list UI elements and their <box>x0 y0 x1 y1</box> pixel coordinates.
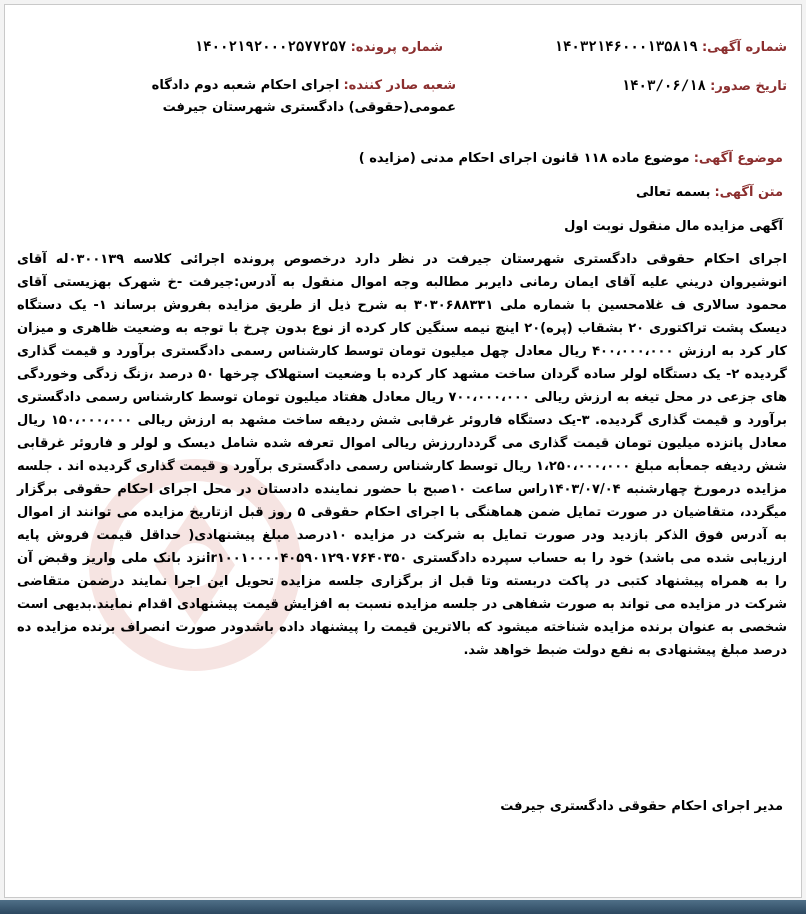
bottom-bar <box>0 900 806 914</box>
notice-opening: بسمه تعالی <box>635 185 711 200</box>
notice-number: ۱۴۰۳۲۱۴۶۰۰۰۱۳۵۸۱۹ <box>554 39 698 55</box>
notice-body-text: اجرای احکام حقوقی دادگستری شهرستان جیرفت در نظر دارد درخصوص پرونده اجرائی کلاسه ۰۳۰۰۱۳۹له آقای انوشیروان دریني علیه آقای ایمان رمانی دایربر مطالبه وجه اموال منقول به آدرس:جیرفت -خ شهرک بهزیستی آقای محمود سالاری ف غلامحسین با شماره ملی ۳۰۳۰۶۸۸۳۳۱ به شرح ذیل از طریق مزایده بفروش برساند ۱- یک دستگاه دیسک پشت تراکتوری ۲۰ بشقاب (پره)۲۰ اینچ نیمه سنگین کار کرده از نوع بدون چرخ با توجه به وضعیت ظاهری و میزان کار کرد به ارزش ۴۰۰،۰۰۰،۰۰۰ ریال معادل چهل میلیون تومان توسط کارشناس رسمی دادگستری برآورد و قیمت گذاری گردیده ۲- یک دستگاه لولر ساده گردان ساخت مشهد کار کرده با وضعیت استهلاک چرخها ۵۰ درصد ،زنگ زدگی وخوردگی های جزعی در محل تیغه به ارزش ریالی ۷۰۰،۰۰۰،۰۰۰ ریال معادل هفتاد میلیون تومان توسط کارشناس رسمی دادگستری برآورد و قیمت گذاری گردیده. ۳-یک دستگاه فاروئر غرقابی شش ردیفه ساخت مشهد به ارزش ریالی ۱۵۰،۰۰۰،۰۰۰ ریال معادل پانزده میلیون تومان قیمت گذاری می گردداررزش ریالی اموال تعرفه شده شامل دیسک و لولر و فاروئر غرقابی شش ردیفه جمعأبه مبلغ ۱،۲۵۰،۰۰۰،۰۰۰ ریال توسط کارشناس رسمی دادگستری برآورد و قیمت گذاری گردیده اند . جلسه مزایده درمورخ چهارشنبه ۱۴۰۳/۰۷/۰۴راس ساعت ۱۰صبح با حضور نماینده دادستان در محل اجرای احکام حقوقی برگزار میگردد، متقاضیان در صورت تمایل ضمن هماهنگی با اجرای احکام حقوقی ۵ روز قبل ازتاریخ مزایده می توانند از اموال به آدرس فوق الذکر بازدید ودر صورت تمایل به شرکت در مزایده ۱۰درصد مبلغ پیشنهادی( حداقل قیمت فروش پایه ارزیابی شده می باشد) خود را به حساب سپرده دادگستری ir۱۰۰۱۰۰۰۰۴۰۵۹۰۱۲۹۰۷۶۴۰۳۵۰نزد بانک ملی واریز وقبض آن را به همراه پیشنهاد کتبی در پاکت دربسته وتا قبل از برگزاری جلسه مزایده تحویل این اجرا نمایند درضمن متقاضی شرکت در مزایده می تواند به صورت شفاهی در جلسه مزایده نسبت به افزایش قیمت پیشنهادی اقدام نمایند.بدیهی است شخصی به عنوان برنده مزایده شناخته میشود که بالاترین قیمت را پیشنهاد داده باشدودر صورت انصراف برنده مزایده ده درصد مبلغ پیشنهادی به نفع دولت ضبط خواهد شد. <box>17 252 787 658</box>
issue-date-label: تاریخ صدور: <box>710 79 787 94</box>
subject-value: موضوع ماده ۱۱۸ قانون اجرای احکام مدنی (مزایده ) <box>358 151 690 166</box>
notice-title: آگهی مزایده مال منقول نوبت اول <box>564 219 783 234</box>
issuer-name: اجرای احکام شعبه دوم دادگاه عمومی(حقوقی) دادگستری شهرستان جیرفت <box>151 78 456 115</box>
notice-number-field <box>555 39 787 55</box>
subject-field <box>359 151 783 166</box>
case-number: ۱۴۰۰۲۱۹۲۰۰۰۲۵۷۷۲۵۷ <box>194 39 347 55</box>
subject-label: موضوع آگهی: <box>693 151 783 166</box>
notice-body-label: متن آگهی: <box>714 185 783 200</box>
case-number-field <box>195 39 443 55</box>
signature: مدیر اجرای احکام حقوقی دادگستری جیرفت <box>500 799 783 814</box>
notice-body-header <box>636 185 783 200</box>
issuer-field <box>56 75 456 119</box>
issuer-label: شعبه صادر کننده: <box>343 78 456 93</box>
case-number-label: شماره پرونده: <box>350 40 443 55</box>
notice-number-label: شماره آگهی: <box>701 40 787 55</box>
issue-date-field <box>622 78 787 94</box>
issue-date: ۱۴۰۳/۰۶/۱۸ <box>621 78 706 94</box>
notice-panel <box>4 4 802 898</box>
